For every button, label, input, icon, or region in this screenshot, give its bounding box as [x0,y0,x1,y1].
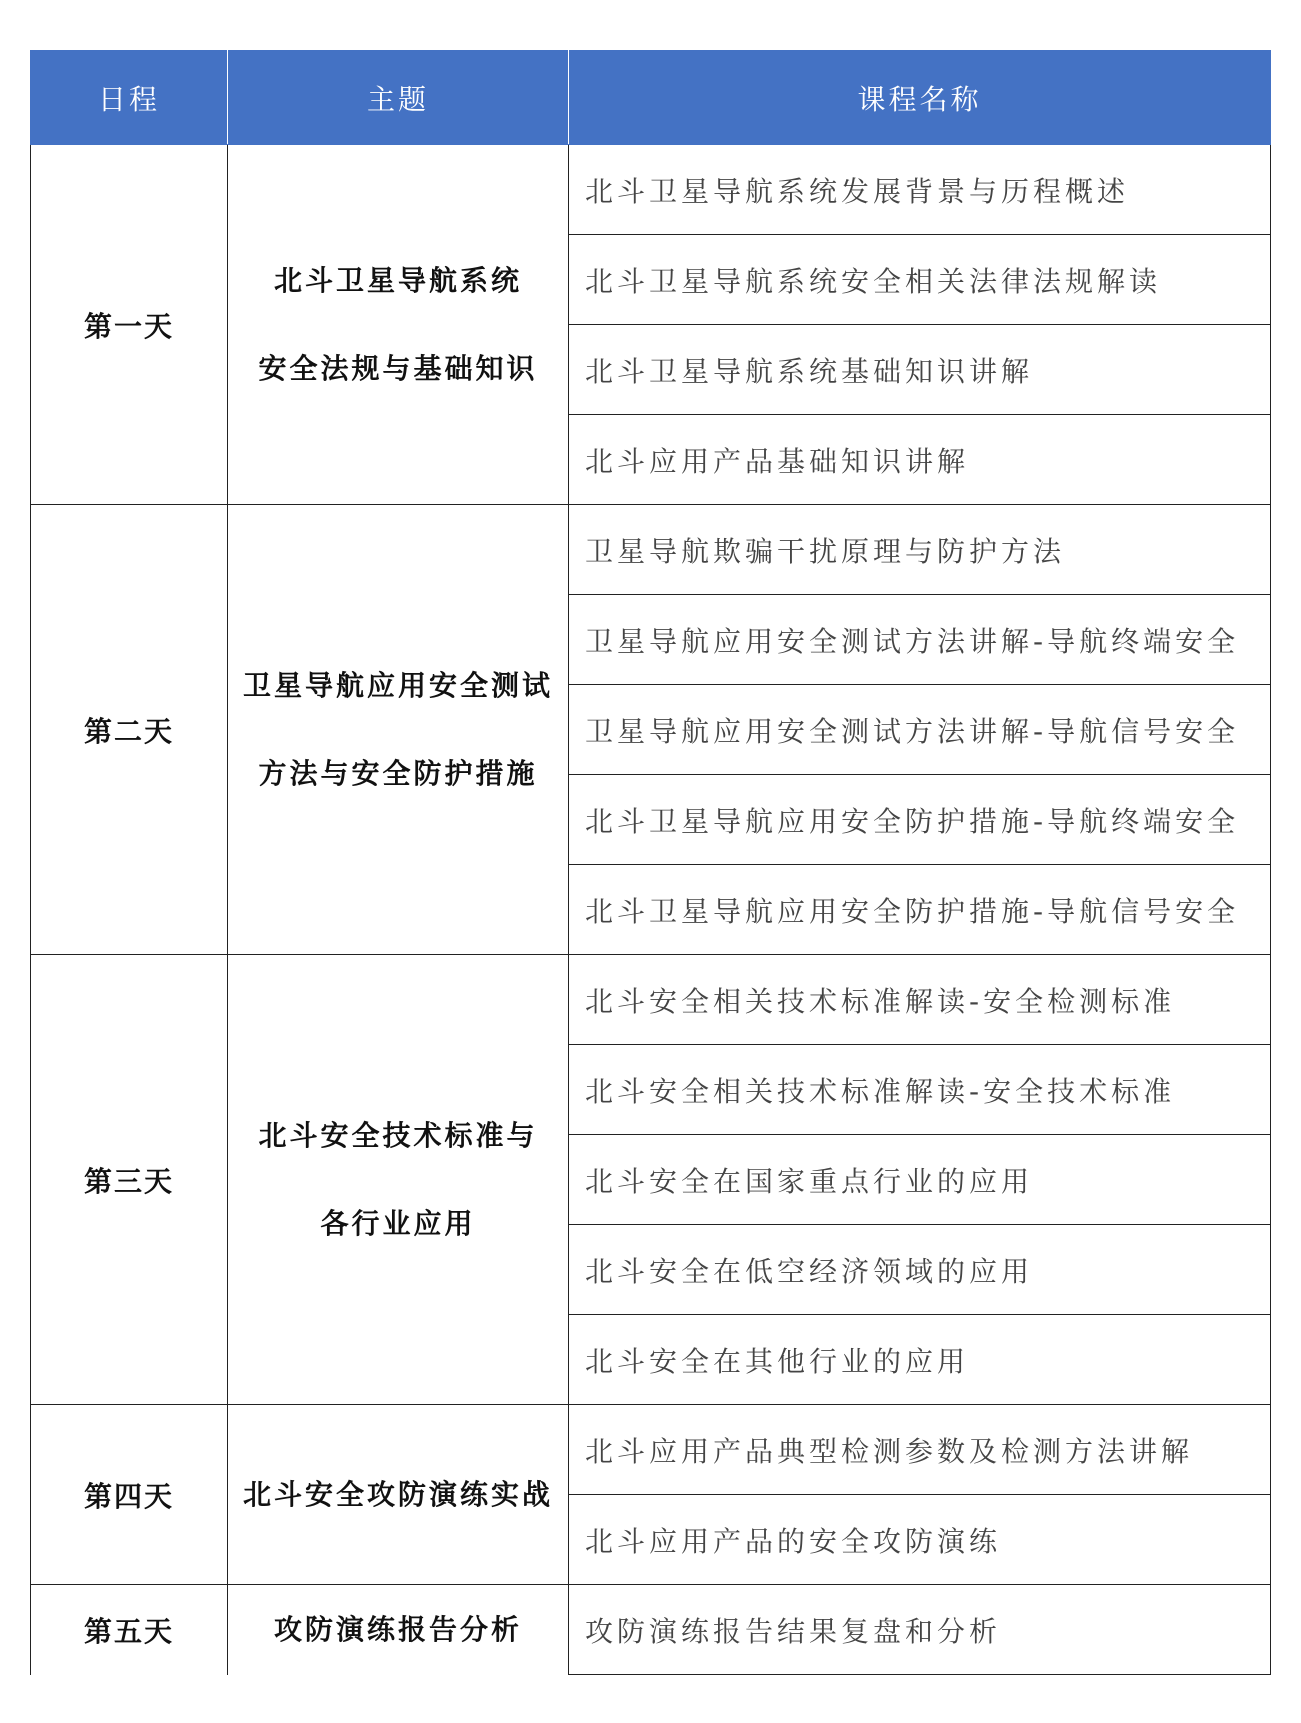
table-row [31,145,1271,235]
theme-line: 方法与安全防护措施 [258,756,538,790]
day-cell: 第五天 [31,1585,228,1675]
course-cell: 北斗卫星导航系统发展背景与历程概述 [569,145,1271,235]
course-cell: 北斗卫星导航应用安全防护措施-导航终端安全 [569,775,1271,865]
course-cell: 北斗应用产品的安全攻防演练 [569,1495,1271,1585]
course-cell: 北斗安全相关技术标准解读-安全技术标准 [569,1045,1271,1135]
day-cell: 第一天 [31,145,228,505]
table-row [31,505,1271,595]
course-cell: 北斗卫星导航系统基础知识讲解 [569,325,1271,415]
course-cell: 北斗应用产品典型检测参数及检测方法讲解 [569,1405,1271,1495]
theme-line: 卫星导航应用安全测试 [242,668,553,702]
theme-line: 各行业应用 [320,1206,476,1240]
course-cell: 北斗卫星导航系统安全相关法律法规解读 [569,235,1271,325]
table-row [31,1585,1271,1675]
theme-line: 安全法规与基础知识 [258,351,538,385]
table-body [31,145,1271,1675]
theme-line: 北斗卫星导航系统 [273,263,522,297]
day-cell: 第四天 [31,1405,228,1585]
course-cell: 攻防演练报告结果复盘和分析 [569,1585,1271,1675]
day-cell: 第二天 [31,505,228,955]
table-row [31,955,1271,1045]
header-course: 课程名称 [569,51,1271,145]
course-cell: 卫星导航应用安全测试方法讲解-导航终端安全 [569,595,1271,685]
theme-line: 北斗安全技术标准与 [258,1118,538,1152]
theme-line: 攻防演练报告分析 [273,1612,522,1646]
course-cell: 卫星导航欺骗干扰原理与防护方法 [569,505,1271,595]
theme-cell [228,1585,569,1675]
course-cell: 北斗安全相关技术标准解读-安全检测标准 [569,955,1271,1045]
course-cell: 北斗安全在国家重点行业的应用 [569,1135,1271,1225]
theme-cell [228,1405,569,1585]
theme-cell [228,145,569,505]
course-cell: 卫星导航应用安全测试方法讲解-导航信号安全 [569,685,1271,775]
theme-cell [228,955,569,1405]
course-cell: 北斗安全在其他行业的应用 [569,1315,1271,1405]
header-day: 日程 [31,51,228,145]
course-cell: 北斗卫星导航应用安全防护措施-导航信号安全 [569,865,1271,955]
course-cell: 北斗应用产品基础知识讲解 [569,415,1271,505]
table-row [31,1405,1271,1495]
header-row [31,51,1271,145]
schedule-table [30,50,1271,1675]
theme-line: 北斗安全攻防演练实战 [242,1477,553,1511]
theme-cell [228,505,569,955]
day-cell: 第三天 [31,955,228,1405]
table-header [31,51,1271,145]
course-cell: 北斗安全在低空经济领域的应用 [569,1225,1271,1315]
header-theme: 主题 [228,51,569,145]
